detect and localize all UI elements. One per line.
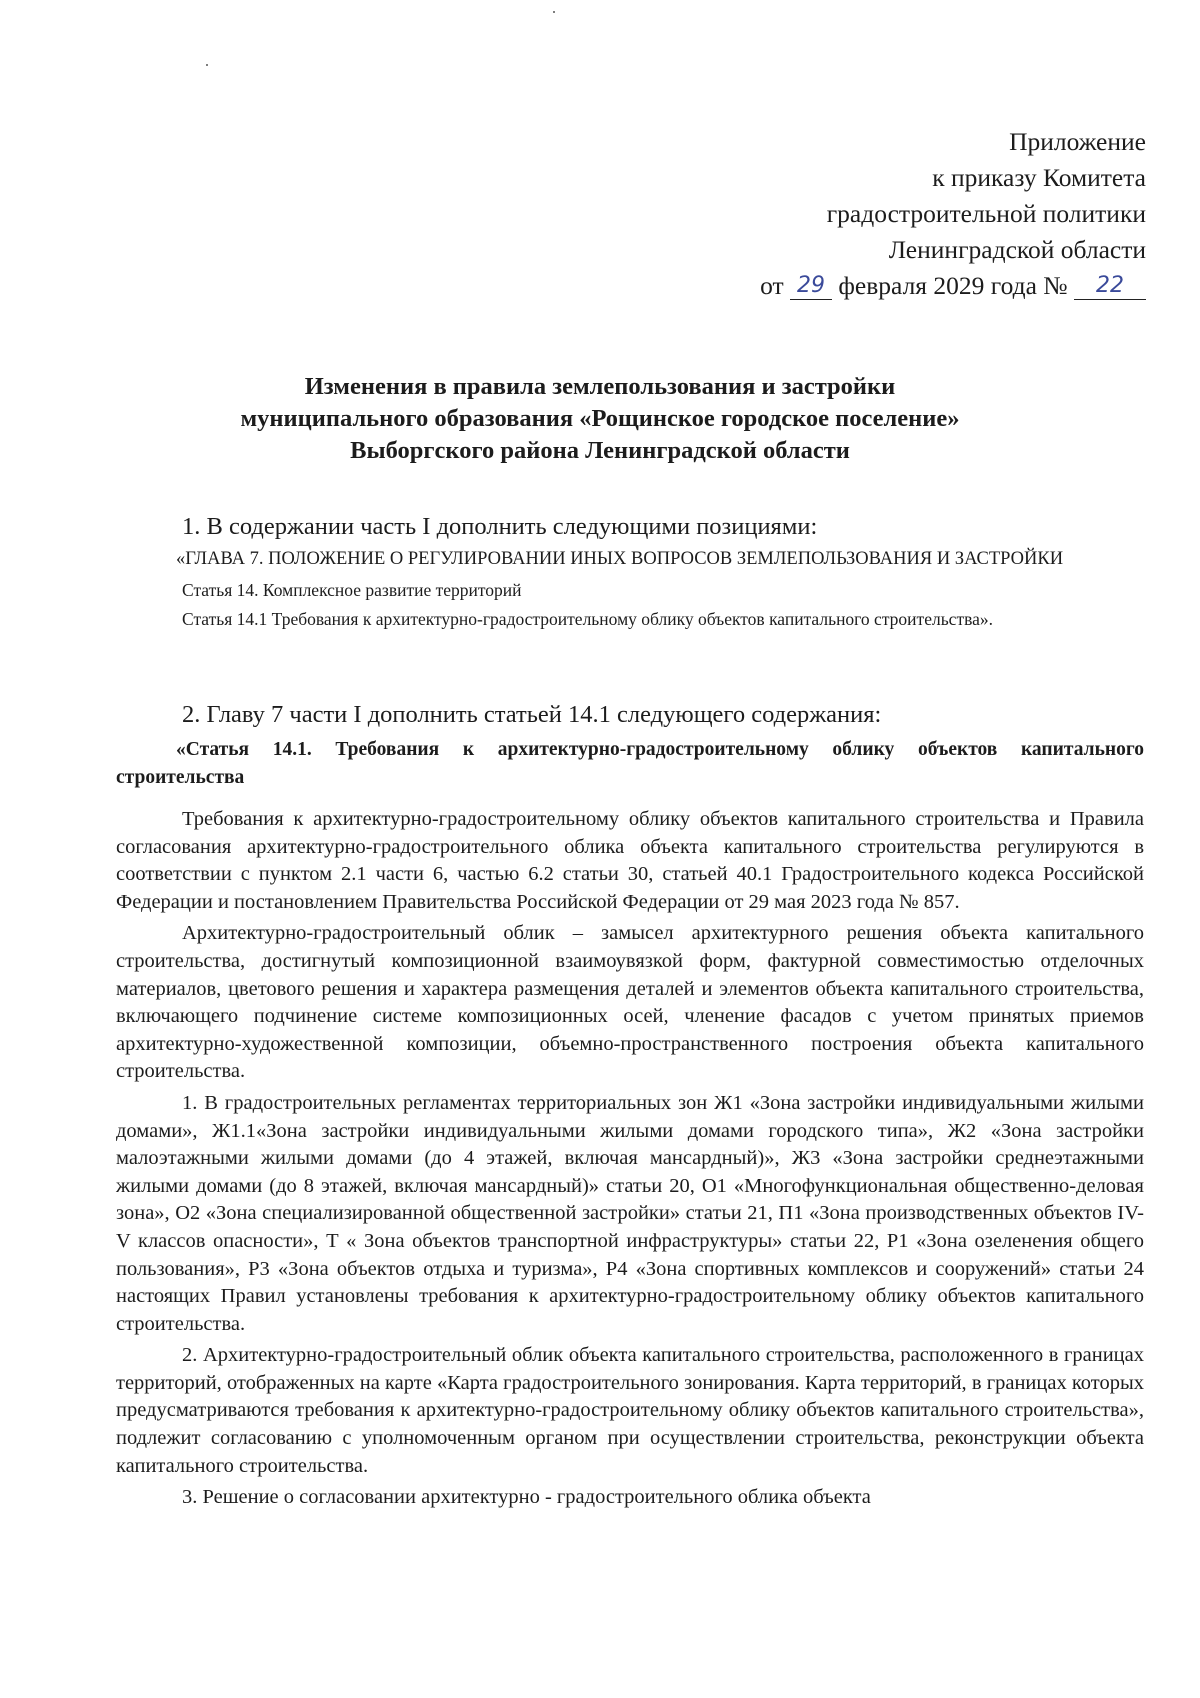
scan-speck [206, 64, 208, 66]
item-3-decision: 3. Решение о согласовании архитектурно - градостроительного облика объекта [182, 1486, 871, 1509]
handwritten-day: 29 [790, 273, 832, 300]
date-middle: февраля 2029 года № [838, 271, 1068, 300]
paragraph-requirements: Требования к архитектурно-градостроительному облику объектов капитального строительства и Правила согласования архитектурно-градостроительного облика объекта капитального строительства регулируются в соответствии с пунктом 2.1 части 6, частью 6.2 статьи 30, статьей 40.1 Градостроительного кодекса Российской Федерации и постановлением Правительства Российской Федерации от 29 мая 2023 года № 857. [116, 808, 1144, 913]
section-2 [116, 700, 1144, 1512]
scan-speck [553, 11, 555, 13]
chapter-7-entry: «ГЛАВА 7. ПОЛОЖЕНИЕ О РЕГУЛИРОВАНИИ ИНЫХ ВОПРОСОВ ЗЕМЛЕПОЛЬЗОВАНИЯ И ЗАСТРОЙКИ [176, 549, 1064, 569]
article-14-1-entry: Статья 14.1 Требования к архитектурно-градостроительному облику объектов капитального строительства». [182, 609, 994, 629]
section-1 [116, 512, 1144, 633]
document-title [80, 371, 1120, 467]
appendix-header [760, 124, 1146, 304]
article-14-entry: Статья 14. Комплексное развитие территорий [182, 580, 522, 600]
appendix-line-3: градостроительной политики [826, 199, 1146, 228]
handwritten-order-number: 22 [1074, 273, 1146, 300]
title-line-1: Изменения в правила землепользования и застройки [304, 373, 896, 400]
title-line-3: Выборгского района Ленинградской области [350, 437, 850, 464]
title-line-2: муниципального образования «Рощинское городское поселение» [240, 405, 960, 432]
appendix-line-4: Ленинградской области [888, 235, 1146, 264]
appendix-line-2: к приказу Комитета [932, 163, 1146, 192]
item-1-zones: 1. В градостроительных регламентах территориальных зон Ж1 «Зона застройки индивидуальными жилыми домами», Ж1.1«Зона застройки индивидуальными жилыми домами городского типа», Ж2 «Зона застройки малоэтажными жилыми домами (до 4 этажей, включая мансардный)», Ж3 «Зона застройки среднеэтажными жилыми домами (до 8 этажей, включая мансардный)» статьи 20, О1 «Многофункциональная общественно-деловая зона», О2 «Зона специализированной общественной застройки» статьи 21, П1 «Зона производственных объектов IV-V классов опасности», Т « Зона объектов транспортной инфраструктуры» статьи 22, Р1 «Зона озеленения общего пользования», Р3 «Зона объектов отдыха и туризма», Р4 «Зона спортивных комплексов и сооружений» статьи 24 настоящих Правил установлены требования к архитектурно-градостроительному облику объектов капитального строительства. [116, 1091, 1144, 1335]
section-2-heading: 2. Главу 7 части I дополнить статьей 14.1 следующего содержания: [182, 701, 882, 728]
item-2-approval: 2. Архитектурно-градостроительный облик объекта капитального строительства, расположенного в границах территорий, отображенных на карте «Карта градостроительного зонирования. Карта территорий, в границах которых предусматриваются требования к архитектурно-градостроительному облику объектов капитального строительства», подлежит согласованию с уполномоченным органом при осуществлении строительства, реконструкции объекта капитального строительства. [116, 1344, 1144, 1477]
paragraph-definition: Архитектурно-градостроительный облик – замысел архитектурного решения объекта капитального строительства, достигнутый композиционной взаимоувязкой форм, фактурной совместимостью отделочных материалов, цветового решения и характера размещения деталей и элементов объекта капитального строительства, включающего подчинение системе композиционных осей, членение фасадов с учетом принятых приемов архитектурно-художественной композиции, объемно-пространственного построения объекта капитального строительства. [116, 922, 1144, 1083]
article-14-1-title: «Статья 14.1. Требования к архитектурно-градостроительному облику объектов капитального строительства [116, 739, 1144, 788]
appendix-line-1: Приложение [1009, 127, 1146, 156]
section-1-heading: 1. В содержании часть I дополнить следующими позициями: [182, 513, 818, 540]
date-prefix: от [760, 271, 784, 300]
appendix-date-line [760, 268, 1146, 304]
